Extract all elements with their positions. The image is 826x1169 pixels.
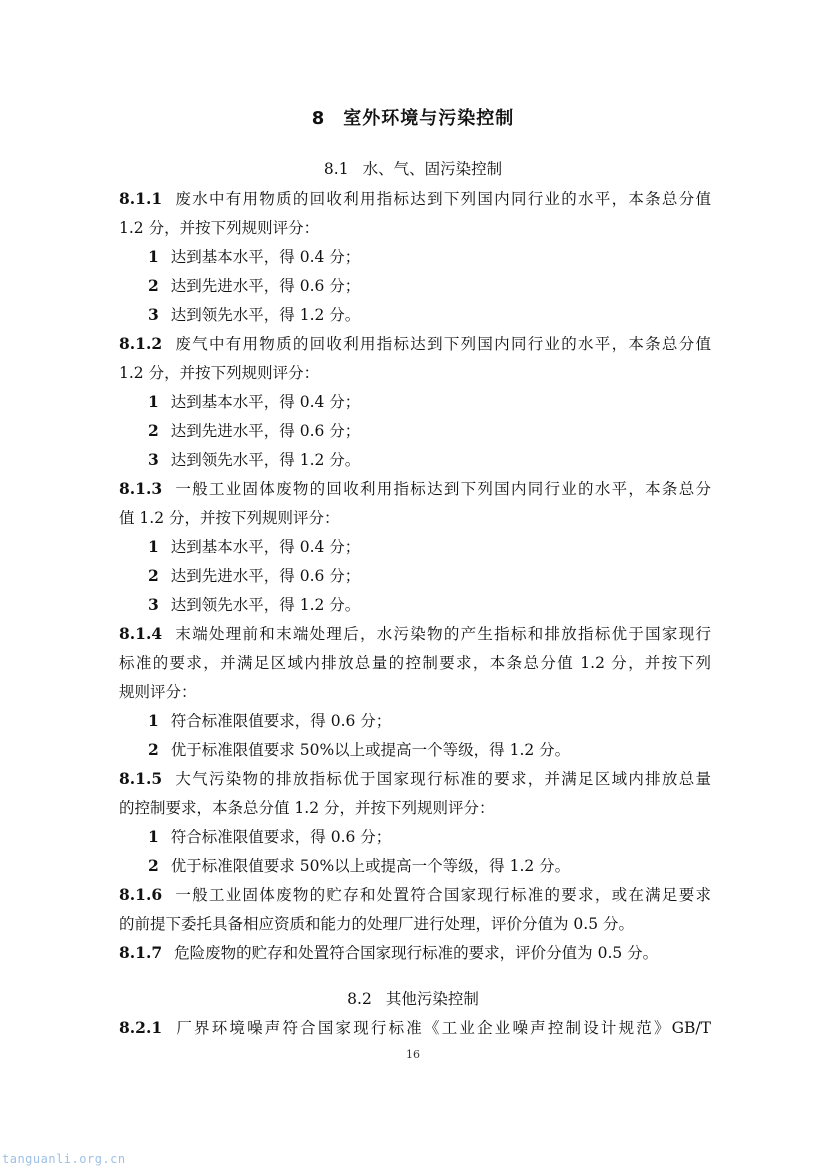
- list-item: 2 达到先进水平，得 0.6 分；: [148, 276, 361, 295]
- clause-8-2-1: [119, 1018, 711, 1038]
- clause-text: 废气中有用物质的回收利用指标达到下列国内同行业的水平，本条总分值: [174, 335, 711, 353]
- clause-number: 8.1.2: [119, 334, 163, 353]
- clause-text: 一般工业固体废物的回收利用指标达到下列国内同行业的水平，本条总分: [174, 480, 711, 498]
- clause-number: 8.1.4: [119, 624, 163, 643]
- clause-8-1-2: [119, 334, 711, 354]
- page-number: 16: [406, 1048, 420, 1061]
- list-item: 2 达到先进水平，得 0.6 分；: [148, 421, 361, 440]
- clause-number: 8.1.6: [119, 885, 163, 904]
- chapter-title: [0, 104, 826, 130]
- list-item: 1 达到基本水平，得 0.4 分；: [148, 247, 361, 266]
- clause-text-continued: 的控制要求，本条总分值 1.2 分，并按下列规则评分：: [119, 799, 495, 817]
- chapter-number: 8: [311, 108, 326, 129]
- clause-text: 大气污染物的排放指标优于国家现行标准的要求，并满足区域内排放总量: [174, 770, 711, 788]
- section-title-8-2: [0, 987, 826, 1009]
- clause-8-1-4: [119, 624, 711, 644]
- list-item: 3 达到领先水平，得 1.2 分。: [148, 450, 361, 469]
- clause-number: 8.1.3: [119, 479, 163, 498]
- clause-text: 废水中有用物质的回收利用指标达到下列国内同行业的水平，本条总分值: [174, 190, 711, 208]
- clause-number: 8.1.5: [119, 769, 163, 788]
- section-title-text: 其他污染控制: [385, 990, 479, 1008]
- clause-8-1-7: [119, 943, 711, 963]
- clause-8-1-3: [119, 479, 711, 499]
- section-number: 8.2: [347, 990, 372, 1008]
- clause-8-1-5: [119, 769, 711, 789]
- clause-text-continued: 规则评分：: [119, 683, 197, 701]
- list-item: 1 达到基本水平，得 0.4 分；: [148, 392, 361, 411]
- section-number: 8.1: [323, 160, 349, 178]
- clause-text: 末端处理前和末端处理后，水污染物的产生指标和排放指标优于国家现行: [174, 625, 711, 643]
- clause-number: 8.1.1: [119, 189, 163, 208]
- clause-text-continued: 标准的要求，并满足区域内排放总量的控制要求，本条总分值 1.2 分，并按下列: [119, 654, 711, 672]
- clause-8-1-6: [119, 885, 711, 905]
- chapter-title-text: 室外环境与污染控制: [343, 108, 515, 129]
- list-item: 1 符合标准限值要求，得 0.6 分；: [148, 827, 392, 846]
- list-item: 1 达到基本水平，得 0.4 分；: [148, 537, 361, 556]
- clause-number: 8.1.7: [119, 943, 163, 962]
- section-title-text: 水、气、固污染控制: [362, 160, 503, 178]
- clause-8-1-1: [119, 189, 711, 209]
- list-item: 3 达到领先水平，得 1.2 分。: [148, 595, 361, 614]
- clause-text-continued: 1.2 分，并按下列规则评分：: [119, 364, 320, 382]
- list-item: 2 优于标准限值要求 50%以上或提高一个等级，得 1.2 分。: [148, 856, 571, 875]
- clause-text-continued: 的前提下委托具备相应资质和能力的处理厂进行处理，评价分值为 0.5 分。: [119, 915, 635, 933]
- clause-text-continued: 值 1.2 分，并按下列规则评分：: [119, 509, 340, 527]
- clause-text-continued: 1.2 分，并按下列规则评分：: [119, 219, 320, 237]
- clause-text: 危险废物的贮存和处置符合国家现行标准的要求，评价分值为 0.5 分。: [174, 944, 659, 962]
- clause-text: 厂界环境噪声符合国家现行标准《工业企业噪声控制设计规范》GB/T: [174, 1019, 711, 1037]
- section-title-8-1: [0, 157, 826, 179]
- list-item: 2 优于标准限值要求 50%以上或提高一个等级，得 1.2 分。: [148, 740, 571, 759]
- list-item: 1 符合标准限值要求，得 0.6 分；: [148, 711, 392, 730]
- list-item: 2 达到先进水平，得 0.6 分；: [148, 566, 361, 585]
- watermark: tanguanli.org.cn: [2, 1152, 126, 1166]
- clause-number: 8.2.1: [119, 1018, 163, 1037]
- list-item: 3 达到领先水平，得 1.2 分。: [148, 305, 361, 324]
- clause-text: 一般工业固体废物的贮存和处置符合国家现行标准的要求，或在满足要求: [174, 886, 711, 904]
